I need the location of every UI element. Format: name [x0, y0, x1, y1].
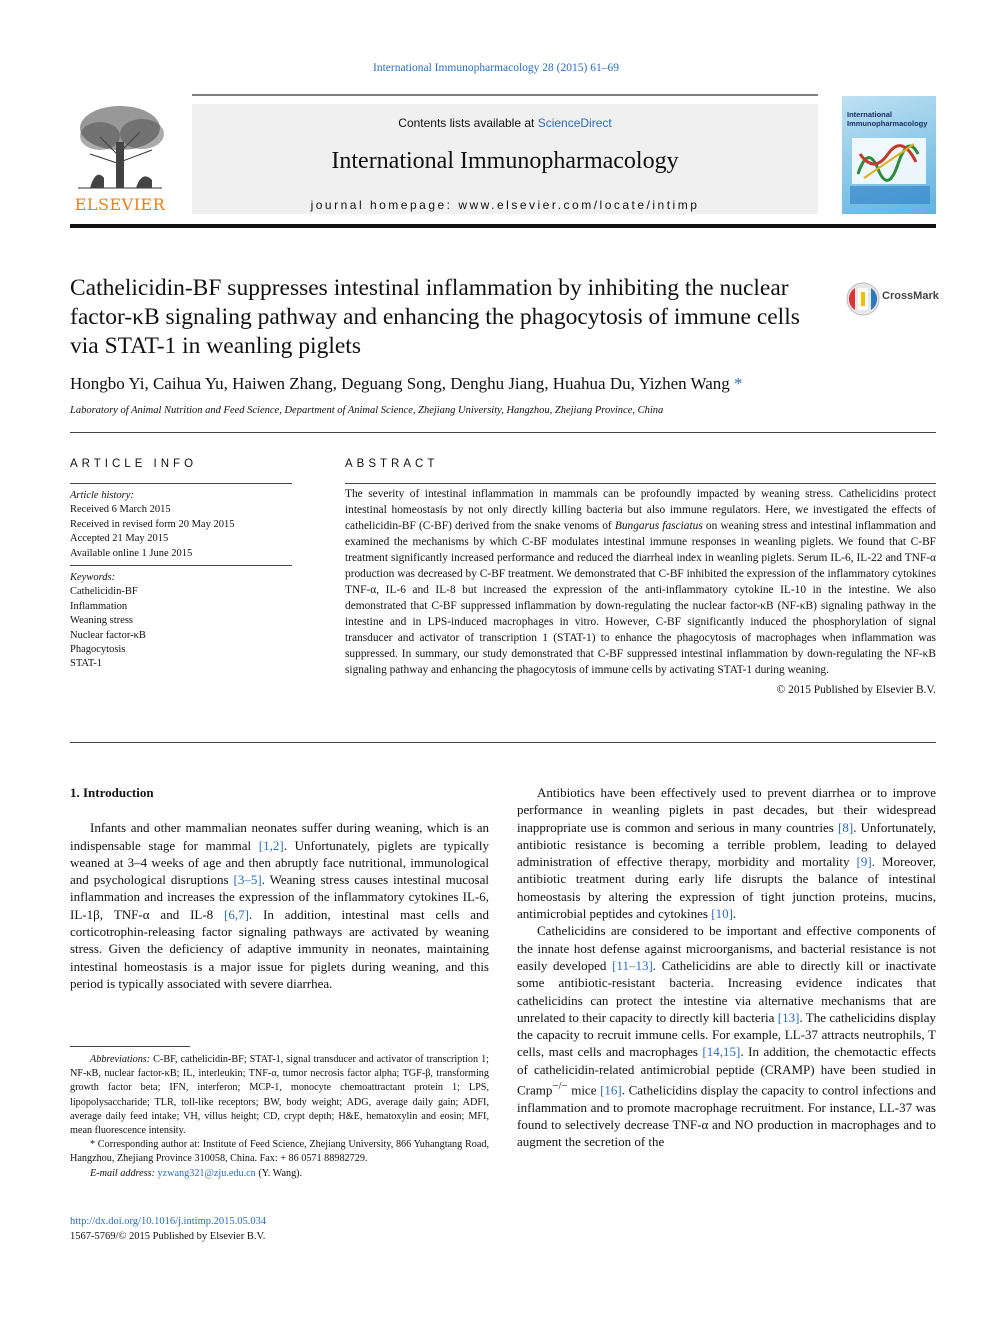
- citation-link[interactable]: [10]: [711, 906, 733, 922]
- journal-cover-thumbnail[interactable]: [842, 96, 936, 214]
- journal-header: [70, 94, 936, 216]
- doi-link[interactable]: http://dx.doi.org/10.1016/j.intimp.2015.05.034: [70, 1216, 267, 1227]
- journal-banner: [192, 104, 818, 214]
- crossmark-label: CrossMark: [882, 290, 939, 302]
- body-paragraph: [517, 784, 936, 922]
- text-run: . Cathelicidins display the capacity to control infections and inflammation and to promote macrophage recruitment. For instance, LL-37 was found to selectively decrease TNF-α and NO production in macrophages and to augment the secretion of the: [517, 1082, 937, 1150]
- text-run: . Cathelicidins are able to directly kill or inactivate some antibiotic-resistant bacteria. Increasing evidence indicates that cathelicidins can protect the intestine via alternative mechanisms that are unrelated to their capacity to directly kill bacteria: [517, 957, 936, 1025]
- abstract-heading: ABSTRACT: [345, 458, 439, 470]
- sciencedirect-link[interactable]: ScienceDirect: [537, 116, 612, 130]
- journal-title: International Immunopharmacology: [331, 148, 679, 174]
- text-run: . In addition, the chemotactic effects of cathelicidin-related antimicrobial peptide (CRAMP) have been studied in Cramp: [517, 1044, 936, 1098]
- email-footnote: [70, 1167, 489, 1181]
- keyword-item: Inflammation: [70, 600, 128, 612]
- elsevier-wordmark: ELSEVIER: [74, 195, 166, 214]
- abstract-text: [345, 486, 936, 678]
- citation-link[interactable]: [8]: [838, 819, 854, 835]
- text-run: Antibiotics have been effectively used to prevent diarrhea or to improve performance in weanling piglets in past decades, but their widespread inappropriate use is common and serious in many countries: [517, 785, 936, 835]
- cover-title-line1: International: [847, 110, 893, 119]
- article-info-heading: ARTICLE INFO: [70, 458, 198, 470]
- doi-block: [70, 1215, 266, 1244]
- abstract-copyright: © 2015 Published by Elsevier B.V.: [776, 684, 936, 696]
- cover-protein-icon: [850, 134, 930, 204]
- citation-link[interactable]: [11–13]: [612, 957, 653, 973]
- keywords-rule: [70, 565, 292, 566]
- citation-link[interactable]: [13]: [777, 1009, 800, 1025]
- history-item: Received in revised form 20 May 2015: [70, 518, 235, 530]
- contents-prefix: Contents lists available at: [398, 116, 538, 130]
- keywords-label: Keywords:: [70, 572, 116, 584]
- citation-link[interactable]: [3–5]: [233, 872, 262, 888]
- text-run: Cathelicidins are considered to be important and effective components of the innate host defense against microorganisms, and bacterial resistance is not easily developed: [517, 923, 936, 973]
- text-run: . Unfortunately, antibiotic resistance is becoming a terrible problem, leading to delayed administration of effective therapy, morbidity and mortality: [517, 819, 937, 870]
- article-info-rule: [70, 483, 292, 484]
- keyword-item: STAT-1: [70, 658, 103, 670]
- cover-title: [847, 110, 927, 128]
- header-bottom-rule: [70, 224, 936, 228]
- journal-homepage[interactable]: journal homepage: www.elsevier.com/locate/intimp: [310, 198, 700, 212]
- history-item: Accepted 21 May 2015: [70, 533, 169, 545]
- keyword-item: Cathelicidin-BF: [70, 586, 138, 598]
- affiliation: Laboratory of Animal Nutrition and Feed Science, Department of Animal Science, Zhejiang University, Hangzhou, Zhejiang Province, China: [70, 405, 664, 416]
- authors-text: Hongbo Yi, Caihua Yu, Haiwen Zhang, Deguang Song, Denghu Jiang, Huahua Du, Yizhen Wang: [70, 374, 730, 393]
- abstract-rule: [345, 483, 936, 484]
- crossmark-icon: [846, 282, 880, 316]
- text-run: mice: [567, 1082, 601, 1098]
- issn-copyright: 1567-5769/© 2015 Published by Elsevier B.V.: [70, 1230, 266, 1242]
- corresponding-text: Corresponding author at: Institute of Feed Science, Zhejiang University, 866 Yuhangtang Road, Hangzhou, Zhejiang Province 310058, China. Fax: + 86 0571 88982729.: [70, 1139, 489, 1165]
- keyword-item: Nuclear factor-κB: [70, 629, 146, 641]
- footnote-rule: [70, 1046, 190, 1047]
- article-info: [70, 458, 292, 672]
- text-run: . The cathelicidins display the capacity to recruit immune cells. For example, LL-37 attracts neutrophils, T cells, mast cells and macrophages: [517, 1009, 936, 1060]
- citation-link[interactable]: [14,15]: [702, 1044, 741, 1060]
- superscript: −/−: [552, 1080, 568, 1093]
- email-link[interactable]: yzwang321@zju.edu.cn: [157, 1167, 256, 1179]
- elsevier-tree-logo[interactable]: [70, 102, 170, 214]
- article-title: Cathelicidin-BF suppresses intestinal inflammation by inhibiting the nuclear factor-κB signaling pathway and enhancing the phagocytosis of immune cells via STAT-1 in weanling piglets: [70, 275, 800, 359]
- abbreviations-label: Abbreviations:: [90, 1054, 151, 1065]
- body-paragraph: [70, 819, 489, 992]
- history-item: Received 6 March 2015: [70, 504, 171, 516]
- citation-link[interactable]: [16]: [600, 1082, 622, 1098]
- crossmark-badge[interactable]: [846, 282, 938, 316]
- body-left-column: [70, 784, 489, 992]
- section-heading-introduction: 1. Introduction: [70, 785, 154, 800]
- text-run: .: [732, 906, 737, 922]
- email-label: E-mail address:: [90, 1167, 155, 1179]
- abstract-text-part: on weaning stress and intestinal inflammation and examined the mechanisms by which C-BF modulates intestinal immune responses in weanling piglets. We found that C-BF treatment significantly increased performance and reduced the diarrheal index in weanling piglets. Serum IL-6, IL-22 and TNF-α production was decreased by C-BF treatment. We demonstrated that C-BF inhibited the expression of the inflammatory cytokines TNF-α, IL-6 and IL-8 but increased the expression of the anti-inflammatory cytokine IL-10 in the intestine. We also demonstrated that C-BF suppressed inflammation by down-regulating the nuclear factor-κB (NF-κB) signaling pathway in the intestine and in LPS-induced macrophages in vitro. However, C-BF significantly induced the phosphorylation of signal transducer and activator of transcription 1 (STAT-1) to enhance the phagocytosis of macrophages when inflammation was suppressed. In summary, our study demonstrated that C-BF suppressed intestinal inflammation by down-regulating the NF-κB signaling pathway and enhancing the phagocytosis of immune cells by activating STAT-1 during weaning.: [345, 520, 936, 676]
- abbreviations-footnote: [70, 1053, 489, 1138]
- text-run: . In addition, intestinal mast cells and corticotrophin-releasing factor signaling pathways are activated by weaning stress. Given the deficiency of adaptive immunity in neonates, maintaining intestinal homeostasis is a major issue for piglets during weaning, and this period is typically associated with severe diarrhea.: [70, 906, 489, 991]
- corresponding-author-footnote: [70, 1138, 489, 1166]
- corresponding-author-mark[interactable]: *: [734, 374, 743, 393]
- text-run: . Moreover, antibiotic treatment during early life disrupts the balance of intestinal homeostasis by altering the expression of tight junction proteins, mucins, antimicrobial peptides and cytokines: [517, 854, 936, 922]
- text-run: . Unfortunately, piglets are typically weaned at 3–4 weeks of age and then abruptly face nutritional, immunological and psychological disruptions: [70, 837, 489, 888]
- contents-line: [192, 116, 818, 130]
- keyword-item: Weaning stress: [70, 615, 134, 627]
- abbreviations-text: C-BF, cathelicidin-BF; STAT-1, signal transducer and activator of transcription 1; NF-κB, nuclear factor-κB; IL, interleukin; TNF-α, tumor necrosis factor alpha; TGF-β, transforming growth factor beta; IFN, interferon; MCP-1, monocyte chemoattractant protein 1; LPS, lipopolysaccharide; TLR, toll-like receptors; BW, body weight; ADG, average daily gain; ADFI, average daily feed intake; VH, villus height; CD, crypt depth; H&E, hematoxylin and eosin; MFI, mean fluorescence intensity.: [70, 1054, 489, 1137]
- citation-link[interactable]: [9]: [856, 854, 872, 870]
- keyword-item: Phagocytosis: [70, 644, 126, 656]
- body-paragraph: [517, 922, 936, 1150]
- history-label: Article history:: [70, 490, 134, 501]
- corresponding-mark: *: [90, 1139, 96, 1151]
- text-run: . Weaning stress causes intestinal mucosal inflammation and increases the expression of the inflammatory cytokines IL-6, IL-1β, TNF-α and IL-8: [70, 872, 489, 922]
- author-list: [70, 374, 743, 394]
- citation-link[interactable]: [6,7]: [224, 906, 249, 922]
- abstract-bottom-rule: [70, 742, 936, 743]
- title-separator-rule: [70, 432, 936, 433]
- text-run: Infants and other mammalian neonates suffer during weaning, which is an indispensable stage for mammal: [70, 820, 489, 853]
- species-name: Bungarus fasciatus: [614, 520, 703, 532]
- body-right-column: [517, 784, 936, 1151]
- citation-link[interactable]: [1,2]: [258, 837, 284, 853]
- journal-reference[interactable]: International Immunopharmacology 28 (2015) 61–69: [373, 62, 619, 74]
- history-item: Available online 1 June 2015: [70, 547, 193, 559]
- cover-title-line2: Immunopharmacology: [847, 119, 928, 128]
- header-top-rule: [192, 94, 818, 96]
- elsevier-tree-icon: [70, 102, 170, 190]
- abstract: [345, 458, 936, 696]
- abstract-text-part: The severity of intestinal inflammation in mammals can be profoundly impacted by weaning stress. Cathelicidins protect intestinal homeostasis by not only directly killing bacteria but also immune regulators. Here, we investigated the effects of cathelicidin-BF (C-BF) derived from the snake venoms of: [345, 488, 936, 532]
- email-suffix: (Y. Wang).: [255, 1167, 303, 1179]
- footnotes: [70, 1053, 489, 1181]
